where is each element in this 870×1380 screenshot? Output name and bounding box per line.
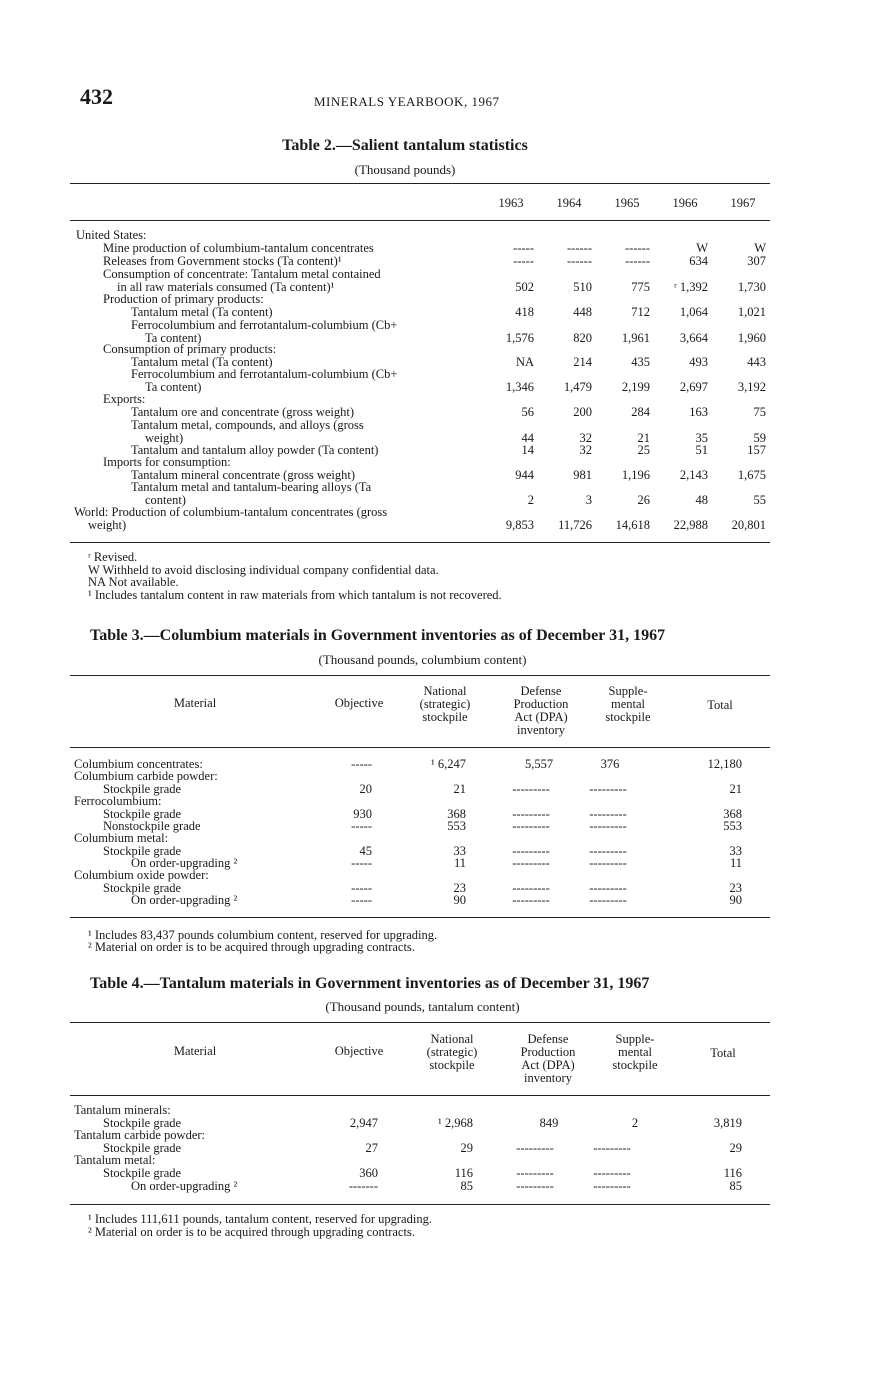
row-label: Columbium concentrates: (74, 757, 203, 771)
cell: ----- (351, 856, 372, 870)
cell: 502 (515, 280, 534, 294)
row-label: Tantalum mineral concentrate (gross weight) (131, 468, 356, 482)
cell: --------- (512, 893, 550, 907)
cell: 2,947 (349, 1116, 378, 1130)
cell: 1,021 (737, 305, 766, 319)
cell: --------- (589, 807, 627, 821)
cell: 284 (631, 405, 650, 419)
cell: 376 (600, 757, 620, 771)
row-label: On order-upgrading ² (131, 856, 238, 870)
cell: 32 (579, 431, 592, 445)
cell: 21 (453, 782, 466, 796)
row-label: Mine production of columbium-tantalum concentrates (103, 241, 374, 255)
cell: 29 (460, 1141, 473, 1155)
row-label: On order-upgrading ² (131, 1179, 238, 1193)
cell: 14 (521, 443, 534, 457)
footnote: NA Not available. (88, 575, 179, 589)
table4-header-rule (70, 1095, 770, 1096)
col-material: Material (173, 696, 217, 710)
cell: 493 (689, 355, 708, 369)
col-supplemental: Supple- mental stockpile (605, 684, 651, 724)
cell: --------- (589, 856, 627, 870)
cell: 2,143 (679, 468, 708, 482)
table3-top-rule (70, 675, 770, 676)
cell: 1,675 (737, 468, 766, 482)
cell: 553 (447, 819, 466, 833)
cell: W (696, 241, 708, 255)
cell: 1,479 (563, 380, 592, 394)
cell: 26 (637, 493, 650, 507)
cell: 510 (573, 280, 592, 294)
heading-production-primary: Production of primary products: (103, 292, 264, 306)
year-1967: 1967 (730, 196, 756, 210)
table2-subtitle: (Thousand pounds) (354, 162, 456, 177)
cell: --------- (512, 782, 550, 796)
col-total: Total (707, 698, 733, 712)
table2-bottom-rule (70, 542, 770, 543)
cell: --------- (516, 1179, 554, 1193)
cell: --------- (589, 881, 627, 895)
cell: 435 (631, 355, 650, 369)
heading-tantalum-metal: Tantalum metal: (74, 1153, 156, 1167)
cell: ------ (625, 254, 650, 268)
cell: ----- (351, 881, 372, 895)
cell: ------ (567, 241, 592, 255)
row-label-cont: content) (145, 493, 186, 507)
cell: 25 (637, 443, 650, 457)
cell: 45 (359, 844, 372, 858)
col-national: National (strategic) stockpile (419, 684, 471, 724)
cell: 1,064 (679, 305, 708, 319)
cell: 22,988 (673, 518, 708, 532)
cell: ------- (348, 1179, 378, 1193)
col-national: National (strategic) stockpile (426, 1032, 478, 1072)
cell: 90 (453, 893, 466, 907)
cell: 12,180 (707, 757, 742, 771)
table3-title: Table 3.—Columbium materials in Government inventories as of December 31, 1967 (90, 627, 666, 644)
cell: 56 (521, 405, 534, 419)
heading-columbium-metal: Columbium metal: (74, 831, 169, 845)
footnote: W Withheld to avoid disclosing individual company confidential data. (88, 563, 439, 577)
cell: --------- (593, 1166, 631, 1180)
cell: 33 (729, 844, 742, 858)
cell: 59 (753, 431, 766, 445)
cell: 418 (515, 305, 534, 319)
cell: 1,576 (505, 331, 534, 345)
cell: 20 (359, 782, 372, 796)
cell: 553 (723, 819, 742, 833)
cell: ----- (351, 819, 372, 833)
row-label-cont: Ta content) (145, 331, 202, 345)
cell: 163 (689, 405, 708, 419)
cell: 981 (573, 468, 592, 482)
heading-exports: Exports: (103, 392, 146, 406)
cell: --------- (512, 856, 550, 870)
row-label-cont: weight) (145, 431, 184, 445)
heading-columbium-oxide: Columbium oxide powder: (74, 868, 209, 882)
footnote: ² Material on order is to be acquired through upgrading contracts. (88, 940, 415, 954)
row-label: On order-upgrading ² (131, 893, 238, 907)
cell: W (754, 241, 766, 255)
footnote: ¹ Includes tantalum content in raw materials from which tantalum is not recovered. (88, 588, 502, 602)
cell: --------- (512, 807, 550, 821)
cell: ¹ 6,247 (431, 757, 466, 771)
heading-carbide: Columbium carbide powder: (74, 769, 218, 783)
footnote: ² Material on order is to be acquired through upgrading contracts. (88, 1225, 415, 1239)
footnote: ʳ Revised. (88, 550, 138, 564)
running-head: MINERALS YEARBOOK, 1967 (314, 94, 500, 109)
cell: 448 (573, 305, 592, 319)
heading-consumption-primary: Consumption of primary products: (103, 342, 277, 356)
cell: ¹ 2,968 (438, 1116, 473, 1130)
cell: 14,618 (615, 518, 650, 532)
cell: 1,196 (621, 468, 650, 482)
table4-top-rule (70, 1022, 770, 1023)
row-label: Stockpile grade (103, 782, 182, 796)
cell: 443 (747, 355, 766, 369)
row-label-cont: Ta content) (145, 380, 202, 394)
page-number: 432 (80, 84, 113, 109)
cell: ------ (567, 254, 592, 268)
table2-title: Table 2.—Salient tantalum statistics (282, 137, 528, 154)
cell: 360 (359, 1166, 378, 1180)
row-label: Stockpile grade (103, 1141, 182, 1155)
cell: 2,697 (679, 380, 708, 394)
col-supplemental: Supple- mental stockpile (612, 1032, 658, 1072)
cell: 20,801 (731, 518, 766, 532)
row-label: Tantalum metal (Ta content) (131, 305, 273, 319)
cell: 33 (453, 844, 466, 858)
row-label: Ferrocolumbium and ferrotantalum-columbium (Cb+ (131, 367, 398, 381)
row-label: Tantalum metal (Ta content) (131, 355, 273, 369)
row-label: World: Production of columbium-tantalum concentrates (gross (74, 505, 388, 519)
cell: NA (515, 355, 534, 369)
row-label: Stockpile grade (103, 881, 182, 895)
col-dpa: Defense Production Act (DPA) inventory (513, 684, 569, 737)
cell: 23 (453, 881, 466, 895)
cell: 930 (353, 807, 372, 821)
year-1963: 1963 (498, 196, 524, 210)
row-label-cont: weight) (88, 518, 127, 532)
cell: 21 (637, 431, 650, 445)
cell: ----- (513, 241, 534, 255)
cell: --------- (593, 1141, 631, 1155)
year-1965: 1965 (614, 196, 640, 210)
cell: 200 (573, 405, 592, 419)
cell: 3,192 (737, 380, 766, 394)
row-label: Tantalum and tantalum alloy powder (Ta content) (131, 443, 379, 457)
cell: 712 (631, 305, 650, 319)
table4-title: Table 4.—Tantalum materials in Government inventories as of December 31, 1967 (90, 975, 650, 992)
cell: 368 (447, 807, 466, 821)
cell: ------ (625, 241, 650, 255)
cell: 1,960 (737, 331, 766, 345)
row-label: Stockpile grade (103, 844, 182, 858)
cell: 90 (729, 893, 742, 907)
footnote: ¹ Includes 83,437 pounds columbium content, reserved for upgrading. (88, 928, 438, 942)
row-label: Stockpile grade (103, 1116, 182, 1130)
table3-subtitle: (Thousand pounds, columbium content) (318, 652, 527, 667)
cell: 3,819 (713, 1116, 742, 1130)
cell: --------- (516, 1141, 554, 1155)
heading-ferrocolumbium: Ferrocolumbium: (74, 794, 162, 808)
cell: 21 (729, 782, 742, 796)
row-label: Releases from Government stocks (Ta content)¹ (103, 254, 342, 268)
cell: 11 (729, 856, 742, 870)
cell: 3 (585, 493, 592, 507)
row-label: Stockpile grade (103, 1166, 182, 1180)
cell: 51 (695, 443, 708, 457)
cell: 634 (689, 254, 708, 268)
cell: 2 (631, 1116, 639, 1130)
cell: 75 (753, 405, 766, 419)
cell: 35 (695, 431, 708, 445)
cell: 1,346 (505, 380, 534, 394)
cell: 944 (515, 468, 534, 482)
row-label: Ferrocolumbium and ferrotantalum-columbium (Cb+ (131, 318, 398, 332)
cell: 44 (521, 431, 534, 445)
cell: 23 (729, 881, 742, 895)
heading-imports: Imports for consumption: (103, 455, 231, 469)
cell: 9,853 (505, 518, 534, 532)
cell: 1,961 (621, 331, 650, 345)
col-material: Material (173, 1044, 217, 1058)
cell: 214 (573, 355, 592, 369)
cell: ʳ 1,392 (674, 280, 708, 294)
cell: 11 (453, 856, 466, 870)
cell: --------- (589, 893, 627, 907)
cell: 849 (539, 1116, 559, 1130)
cell: 5,557 (524, 757, 554, 771)
col-objective: Objective (334, 1044, 384, 1058)
cell: ----- (351, 893, 372, 907)
table4-bottom-rule (70, 1204, 770, 1205)
cell: 2 (527, 493, 534, 507)
cell: 307 (747, 254, 766, 268)
cell: 85 (729, 1179, 742, 1193)
year-1966: 1966 (672, 196, 698, 210)
cell: ----- (351, 757, 372, 771)
cell: --------- (512, 844, 550, 858)
heading-united-states: United States: (76, 228, 147, 242)
cell: 116 (454, 1166, 473, 1180)
cell: ----- (513, 254, 534, 268)
row-label: Consumption of concentrate: Tantalum metal contained (103, 267, 381, 281)
footnote: ¹ Includes 111,611 pounds, tantalum content, reserved for upgrading. (88, 1212, 432, 1226)
cell: --------- (589, 844, 627, 858)
table2-top-rule (70, 183, 770, 184)
col-dpa: Defense Production Act (DPA) inventory (520, 1032, 576, 1085)
col-total: Total (710, 1046, 736, 1060)
cell: --------- (512, 881, 550, 895)
cell: 1,730 (737, 280, 766, 294)
cell: 85 (460, 1179, 473, 1193)
cell: 55 (753, 493, 766, 507)
table2-header-rule (70, 220, 770, 221)
cell: 29 (729, 1141, 742, 1155)
row-label: Tantalum metal, compounds, and alloys (gross (131, 418, 364, 432)
cell: 820 (573, 331, 592, 345)
cell: 32 (579, 443, 592, 457)
col-objective: Objective (334, 696, 384, 710)
cell: --------- (512, 819, 550, 833)
row-label: Nonstockpile grade (103, 819, 201, 833)
row-label: Tantalum ore and concentrate (gross weight) (131, 405, 354, 419)
cell: 775 (631, 280, 650, 294)
heading-tantalum-minerals: Tantalum minerals: (74, 1103, 171, 1117)
cell: --------- (589, 782, 627, 796)
row-label: Tantalum metal and tantalum-bearing alloys (Ta (131, 480, 372, 494)
cell: 3,664 (679, 331, 708, 345)
heading-tantalum-carbide: Tantalum carbide powder: (74, 1128, 206, 1142)
cell: 157 (747, 443, 766, 457)
row-label-cont: in all raw materials consumed (Ta content)¹ (117, 280, 335, 294)
table3-bottom-rule (70, 917, 770, 918)
cell: 368 (723, 807, 742, 821)
table3-header-rule (70, 747, 770, 748)
cell: 11,726 (558, 518, 592, 532)
row-label: Stockpile grade (103, 807, 182, 821)
cell: --------- (589, 819, 627, 833)
cell: 116 (723, 1166, 742, 1180)
cell: 48 (695, 493, 708, 507)
cell: 27 (365, 1141, 378, 1155)
cell: --------- (593, 1179, 631, 1193)
cell: 2,199 (621, 380, 650, 394)
table4-subtitle: (Thousand pounds, tantalum content) (325, 999, 520, 1014)
year-1964: 1964 (556, 196, 582, 210)
cell: --------- (516, 1166, 554, 1180)
